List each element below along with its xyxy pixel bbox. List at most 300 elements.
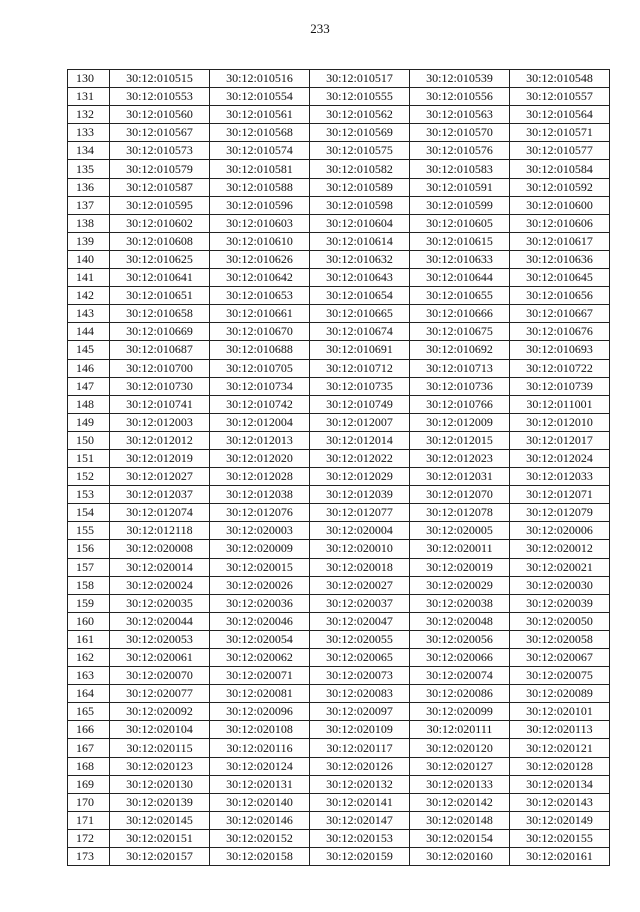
cadastral-number-cell: 30:12:012012 xyxy=(110,431,210,449)
cadastral-number-cell: 30:12:020006 xyxy=(510,522,610,540)
cadastral-number-cell: 30:12:020004 xyxy=(310,522,410,540)
row-number-cell: 137 xyxy=(68,196,110,214)
cadastral-number-cell: 30:12:010739 xyxy=(510,377,610,395)
table-row xyxy=(68,757,610,775)
table-row xyxy=(68,504,610,522)
cadastral-number-cell: 30:12:020140 xyxy=(210,793,310,811)
cadastral-number-cell: 30:12:010614 xyxy=(310,232,410,250)
row-number-cell: 142 xyxy=(68,287,110,305)
cadastral-number-cell: 30:12:010574 xyxy=(210,142,310,160)
row-number-cell: 132 xyxy=(68,106,110,124)
cadastral-number-cell: 30:12:020130 xyxy=(110,775,210,793)
cadastral-number-cell: 30:12:012074 xyxy=(110,504,210,522)
cadastral-number-cell: 30:12:010655 xyxy=(410,287,510,305)
cadastral-number-cell: 30:12:010595 xyxy=(110,196,210,214)
table-row xyxy=(68,811,610,829)
table-row xyxy=(68,269,610,287)
cadastral-number-cell: 30:12:020152 xyxy=(210,829,310,847)
cadastral-number-cell: 30:12:020053 xyxy=(110,630,210,648)
cadastral-number-cell: 30:12:020126 xyxy=(310,757,410,775)
cadastral-number-cell: 30:12:010516 xyxy=(210,70,310,88)
cadastral-number-cell: 30:12:020127 xyxy=(410,757,510,775)
cadastral-number-cell: 30:12:012019 xyxy=(110,449,210,467)
row-number-cell: 172 xyxy=(68,829,110,847)
table-row xyxy=(68,160,610,178)
cadastral-number-cell: 30:12:020159 xyxy=(310,848,410,866)
cadastral-number-cell: 30:12:010581 xyxy=(210,160,310,178)
cadastral-number-cell: 30:12:020081 xyxy=(210,685,310,703)
cadastral-number-cell: 30:12:020092 xyxy=(110,703,210,721)
cadastral-number-cell: 30:12:010587 xyxy=(110,178,210,196)
cadastral-number-cell: 30:12:020083 xyxy=(310,685,410,703)
cadastral-number-cell: 30:12:020145 xyxy=(110,811,210,829)
cadastral-number-cell: 30:12:020018 xyxy=(310,558,410,576)
cadastral-number-cell: 30:12:020035 xyxy=(110,594,210,612)
cadastral-number-cell: 30:12:010563 xyxy=(410,106,510,124)
cadastral-number-cell: 30:12:020055 xyxy=(310,630,410,648)
table-row xyxy=(68,612,610,630)
cadastral-number-cell: 30:12:010604 xyxy=(310,214,410,232)
table-row xyxy=(68,232,610,250)
cadastral-number-cell: 30:12:020111 xyxy=(410,721,510,739)
table-row xyxy=(68,106,610,124)
table-row xyxy=(68,649,610,667)
cadastral-number-cell: 30:12:020058 xyxy=(510,630,610,648)
cadastral-number-cell: 30:12:010632 xyxy=(310,250,410,268)
cadastral-number-cell: 30:12:020113 xyxy=(510,721,610,739)
cadastral-number-cell: 30:12:020070 xyxy=(110,667,210,685)
cadastral-number-cell: 30:12:010641 xyxy=(110,269,210,287)
cadastral-number-cell: 30:12:012003 xyxy=(110,413,210,431)
row-number-cell: 173 xyxy=(68,848,110,866)
cadastral-number-cell: 30:12:010567 xyxy=(110,124,210,142)
cadastral-number-cell: 30:12:010675 xyxy=(410,323,510,341)
cadastral-number-cell: 30:12:010573 xyxy=(110,142,210,160)
table-row xyxy=(68,721,610,739)
row-number-cell: 156 xyxy=(68,540,110,558)
cadastral-number-cell: 30:12:010666 xyxy=(410,305,510,323)
cadastral-number-cell: 30:12:010642 xyxy=(210,269,310,287)
row-number-cell: 146 xyxy=(68,359,110,377)
table-row xyxy=(68,703,610,721)
cadastral-number-cell: 30:12:020097 xyxy=(310,703,410,721)
row-number-cell: 143 xyxy=(68,305,110,323)
cadastral-number-cell: 30:12:020062 xyxy=(210,649,310,667)
row-number-cell: 163 xyxy=(68,667,110,685)
cadastral-number-cell: 30:12:010570 xyxy=(410,124,510,142)
cadastral-number-cell: 30:12:010692 xyxy=(410,341,510,359)
cadastral-number-cell: 30:12:012077 xyxy=(310,504,410,522)
cadastral-number-cell: 30:12:010749 xyxy=(310,395,410,413)
table-row xyxy=(68,775,610,793)
table-row xyxy=(68,685,610,703)
cadastral-number-cell: 30:12:012070 xyxy=(410,486,510,504)
row-number-cell: 141 xyxy=(68,269,110,287)
cadastral-number-cell: 30:12:010633 xyxy=(410,250,510,268)
cadastral-number-cell: 30:12:012015 xyxy=(410,431,510,449)
row-number-cell: 131 xyxy=(68,88,110,106)
table-row xyxy=(68,540,610,558)
cadastral-number-cell: 30:12:020157 xyxy=(110,848,210,866)
cadastral-number-cell: 30:12:010564 xyxy=(510,106,610,124)
cadastral-number-cell: 30:12:020044 xyxy=(110,612,210,630)
table-row xyxy=(68,178,610,196)
cadastral-number-cell: 30:12:020075 xyxy=(510,667,610,685)
cadastral-number-cell: 30:12:010670 xyxy=(210,323,310,341)
cadastral-number-cell: 30:12:010669 xyxy=(110,323,210,341)
cadastral-number-cell: 30:12:010584 xyxy=(510,160,610,178)
cadastral-number-cell: 30:12:020121 xyxy=(510,739,610,757)
table-row xyxy=(68,395,610,413)
cadastral-number-cell: 30:12:020027 xyxy=(310,576,410,594)
table-row xyxy=(68,576,610,594)
cadastral-number-cell: 30:12:020061 xyxy=(110,649,210,667)
row-number-cell: 136 xyxy=(68,178,110,196)
cadastral-number-cell: 30:12:020147 xyxy=(310,811,410,829)
table-row xyxy=(68,88,610,106)
table-row xyxy=(68,287,610,305)
table-row xyxy=(68,667,610,685)
cadastral-number-cell: 30:12:012033 xyxy=(510,468,610,486)
cadastral-number-cell: 30:12:010693 xyxy=(510,341,610,359)
cadastral-number-cell: 30:12:010730 xyxy=(110,377,210,395)
row-number-cell: 148 xyxy=(68,395,110,413)
row-number-cell: 154 xyxy=(68,504,110,522)
cadastral-number-cell: 30:12:020019 xyxy=(410,558,510,576)
row-number-cell: 160 xyxy=(68,612,110,630)
cadastral-number-cell: 30:12:020101 xyxy=(510,703,610,721)
table-row xyxy=(68,468,610,486)
cadastral-number-cell: 30:12:010605 xyxy=(410,214,510,232)
cadastral-number-cell: 30:12:010575 xyxy=(310,142,410,160)
row-number-cell: 140 xyxy=(68,250,110,268)
cadastral-number-cell: 30:12:010576 xyxy=(410,142,510,160)
cadastral-number-cell: 30:12:020029 xyxy=(410,576,510,594)
cadastral-number-cell: 30:12:020108 xyxy=(210,721,310,739)
cadastral-number-cell: 30:12:010615 xyxy=(410,232,510,250)
table-row xyxy=(68,250,610,268)
cadastral-number-cell: 30:12:010588 xyxy=(210,178,310,196)
cadastral-number-cell: 30:12:020149 xyxy=(510,811,610,829)
cadastral-number-cell: 30:12:020037 xyxy=(310,594,410,612)
cadastral-number-cell: 30:12:010700 xyxy=(110,359,210,377)
cadastral-number-cell: 30:12:020146 xyxy=(210,811,310,829)
cadastral-number-cell: 30:12:020038 xyxy=(410,594,510,612)
cadastral-number-cell: 30:12:010676 xyxy=(510,323,610,341)
cadastral-number-cell: 30:12:012038 xyxy=(210,486,310,504)
cadastral-number-cell: 30:12:020155 xyxy=(510,829,610,847)
cadastral-number-cell: 30:12:012020 xyxy=(210,449,310,467)
cadastral-number-cell: 30:12:010517 xyxy=(310,70,410,88)
cadastral-number-cell: 30:12:020148 xyxy=(410,811,510,829)
cadastral-number-cell: 30:12:020116 xyxy=(210,739,310,757)
cadastral-number-cell: 30:12:012007 xyxy=(310,413,410,431)
row-number-cell: 150 xyxy=(68,431,110,449)
cadastral-number-cell: 30:12:020036 xyxy=(210,594,310,612)
cadastral-number-cell: 30:12:010560 xyxy=(110,106,210,124)
cadastral-number-cell: 30:12:010603 xyxy=(210,214,310,232)
cadastral-number-cell: 30:12:010589 xyxy=(310,178,410,196)
cadastral-number-cell: 30:12:012118 xyxy=(110,522,210,540)
cadastral-number-cell: 30:12:020071 xyxy=(210,667,310,685)
cadastral-number-cell: 30:12:010705 xyxy=(210,359,310,377)
cadastral-number-cell: 30:12:010557 xyxy=(510,88,610,106)
cadastral-number-cell: 30:12:010562 xyxy=(310,106,410,124)
cadastral-number-cell: 30:12:020158 xyxy=(210,848,310,866)
cadastral-number-cell: 30:12:020153 xyxy=(310,829,410,847)
cadastral-number-cell: 30:12:010596 xyxy=(210,196,310,214)
cadastral-number-cell: 30:12:020015 xyxy=(210,558,310,576)
cadastral-number-cell: 30:12:012023 xyxy=(410,449,510,467)
cadastral-number-cell: 30:12:020054 xyxy=(210,630,310,648)
cadastral-number-cell: 30:12:020010 xyxy=(310,540,410,558)
cadastral-number-cell: 30:12:010658 xyxy=(110,305,210,323)
cadastral-number-cell: 30:12:020104 xyxy=(110,721,210,739)
cadastral-number-cell: 30:12:020005 xyxy=(410,522,510,540)
row-number-cell: 162 xyxy=(68,649,110,667)
cadastral-number-cell: 30:12:020086 xyxy=(410,685,510,703)
cadastral-number-cell: 30:12:012037 xyxy=(110,486,210,504)
cadastral-number-cell: 30:12:020117 xyxy=(310,739,410,757)
row-number-cell: 165 xyxy=(68,703,110,721)
table-row xyxy=(68,848,610,866)
cadastral-number-cell: 30:12:020128 xyxy=(510,757,610,775)
row-number-cell: 155 xyxy=(68,522,110,540)
cadastral-number-cell: 30:12:020026 xyxy=(210,576,310,594)
cadastral-number-cell: 30:12:010583 xyxy=(410,160,510,178)
cadastral-number-cell: 30:12:012009 xyxy=(410,413,510,431)
cadastral-number-cell: 30:12:010688 xyxy=(210,341,310,359)
row-number-cell: 135 xyxy=(68,160,110,178)
cadastral-number-cell: 30:12:020133 xyxy=(410,775,510,793)
cadastral-number-cell: 30:12:010741 xyxy=(110,395,210,413)
cadastral-number-cell: 30:12:012076 xyxy=(210,504,310,522)
cadastral-number-cell: 30:12:010577 xyxy=(510,142,610,160)
cadastral-number-cell: 30:12:010713 xyxy=(410,359,510,377)
cadastral-number-cell: 30:12:010636 xyxy=(510,250,610,268)
cadastral-number-cell: 30:12:020021 xyxy=(510,558,610,576)
cadastral-number-cell: 30:12:010653 xyxy=(210,287,310,305)
cadastral-number-cell: 30:12:010579 xyxy=(110,160,210,178)
cadastral-number-cell: 30:12:020009 xyxy=(210,540,310,558)
cadastral-number-cell: 30:12:020131 xyxy=(210,775,310,793)
cadastral-number-cell: 30:12:010600 xyxy=(510,196,610,214)
cadastral-number-cell: 30:12:012031 xyxy=(410,468,510,486)
cadastral-number-cell: 30:12:010712 xyxy=(310,359,410,377)
table-row xyxy=(68,793,610,811)
cadastral-number-cell: 30:12:020099 xyxy=(410,703,510,721)
cadastral-number-cell: 30:12:020024 xyxy=(110,576,210,594)
row-number-cell: 138 xyxy=(68,214,110,232)
cadastral-number-cell: 30:12:010539 xyxy=(410,70,510,88)
row-number-cell: 164 xyxy=(68,685,110,703)
cadastral-number-cell: 30:12:010568 xyxy=(210,124,310,142)
cadastral-number-cell: 30:12:010734 xyxy=(210,377,310,395)
table-row xyxy=(68,431,610,449)
cadastral-number-cell: 30:12:020012 xyxy=(510,540,610,558)
cadastral-number-cell: 30:12:010722 xyxy=(510,359,610,377)
cadastral-number-cell: 30:12:010515 xyxy=(110,70,210,88)
cadastral-number-cell: 30:12:010592 xyxy=(510,178,610,196)
row-number-cell: 158 xyxy=(68,576,110,594)
cadastral-number-cell: 30:12:010736 xyxy=(410,377,510,395)
cadastral-number-cell: 30:12:010569 xyxy=(310,124,410,142)
cadastral-number-cell: 30:12:012022 xyxy=(310,449,410,467)
cadastral-number-cell: 30:12:010598 xyxy=(310,196,410,214)
cadastral-number-cell: 30:12:020056 xyxy=(410,630,510,648)
page-number: 233 xyxy=(310,21,330,36)
cadastral-number-cell: 30:12:020014 xyxy=(110,558,210,576)
cadastral-number-cell: 30:12:010644 xyxy=(410,269,510,287)
table-row xyxy=(68,449,610,467)
cadastral-number-cell: 30:12:010656 xyxy=(510,287,610,305)
cadastral-number-cell: 30:12:020039 xyxy=(510,594,610,612)
cadastral-number-cell: 30:12:012029 xyxy=(310,468,410,486)
cadastral-number-cell: 30:12:010554 xyxy=(210,88,310,106)
row-number-cell: 139 xyxy=(68,232,110,250)
cadastral-number-cell: 30:12:020065 xyxy=(310,649,410,667)
cadastral-number-cell: 30:12:010661 xyxy=(210,305,310,323)
table-row xyxy=(68,214,610,232)
row-number-cell: 144 xyxy=(68,323,110,341)
row-number-cell: 153 xyxy=(68,486,110,504)
cadastral-number-cell: 30:12:020008 xyxy=(110,540,210,558)
row-number-cell: 130 xyxy=(68,70,110,88)
cadastral-number-cell: 30:12:010687 xyxy=(110,341,210,359)
cadastral-number-cell: 30:12:012028 xyxy=(210,468,310,486)
cadastral-number-cell: 30:12:020096 xyxy=(210,703,310,721)
cadastral-number-cell: 30:12:020115 xyxy=(110,739,210,757)
cadastral-number-cell: 30:12:012071 xyxy=(510,486,610,504)
table-row xyxy=(68,142,610,160)
row-number-cell: 147 xyxy=(68,377,110,395)
row-number-cell: 169 xyxy=(68,775,110,793)
cadastral-number-cell: 30:12:010591 xyxy=(410,178,510,196)
cadastral-number-cell: 30:12:020050 xyxy=(510,612,610,630)
row-number-cell: 133 xyxy=(68,124,110,142)
table-row xyxy=(68,522,610,540)
row-number-cell: 134 xyxy=(68,142,110,160)
cadastral-number-cell: 30:12:010674 xyxy=(310,323,410,341)
cadastral-number-cell: 30:12:010625 xyxy=(110,250,210,268)
table-row xyxy=(68,630,610,648)
cadastral-number-cell: 30:12:012010 xyxy=(510,413,610,431)
cadastral-number-cell: 30:12:010667 xyxy=(510,305,610,323)
row-number-cell: 151 xyxy=(68,449,110,467)
table-row xyxy=(68,413,610,431)
cadastral-number-cell: 30:12:010626 xyxy=(210,250,310,268)
cadastral-number-cell: 30:12:012024 xyxy=(510,449,610,467)
row-number-cell: 159 xyxy=(68,594,110,612)
cadastral-number-cell: 30:12:010555 xyxy=(310,88,410,106)
table-row xyxy=(68,377,610,395)
cadastral-number-cell: 30:12:020160 xyxy=(410,848,510,866)
table-row xyxy=(68,70,610,88)
table-row xyxy=(68,124,610,142)
row-number-cell: 152 xyxy=(68,468,110,486)
cadastral-number-cell: 30:12:020073 xyxy=(310,667,410,685)
cadastral-number-cell: 30:12:020047 xyxy=(310,612,410,630)
cadastral-number-cell: 30:12:020089 xyxy=(510,685,610,703)
cadastral-number-cell: 30:12:020132 xyxy=(310,775,410,793)
row-number-cell: 170 xyxy=(68,793,110,811)
cadastral-number-cell: 30:12:020143 xyxy=(510,793,610,811)
cadastral-number-cell: 30:12:020124 xyxy=(210,757,310,775)
cadastral-number-cell: 30:12:010606 xyxy=(510,214,610,232)
cadastral-number-cell: 30:12:010651 xyxy=(110,287,210,305)
cadastral-number-cell: 30:12:010599 xyxy=(410,196,510,214)
cadastral-number-cell: 30:12:012004 xyxy=(210,413,310,431)
cadastral-number-cell: 30:12:012027 xyxy=(110,468,210,486)
cadastral-number-cell: 30:12:010645 xyxy=(510,269,610,287)
table-row xyxy=(68,359,610,377)
table-row xyxy=(68,341,610,359)
cadastral-number-cell: 30:12:010561 xyxy=(210,106,310,124)
cadastral-number-cell: 30:12:010608 xyxy=(110,232,210,250)
cadastral-number-cell: 30:12:020046 xyxy=(210,612,310,630)
row-number-cell: 171 xyxy=(68,811,110,829)
cadastral-number-cell: 30:12:020048 xyxy=(410,612,510,630)
table-row xyxy=(68,558,610,576)
cadastral-number-cell: 30:12:010665 xyxy=(310,305,410,323)
row-number-cell: 166 xyxy=(68,721,110,739)
cadastral-number-cell: 30:12:012039 xyxy=(310,486,410,504)
table-row xyxy=(68,196,610,214)
cadastral-number-cell: 30:12:010610 xyxy=(210,232,310,250)
row-number-cell: 167 xyxy=(68,739,110,757)
cadastral-number-cell: 30:12:020109 xyxy=(310,721,410,739)
cadastral-number-cell: 30:12:012079 xyxy=(510,504,610,522)
cadastral-number-cell: 30:12:020141 xyxy=(310,793,410,811)
table-row xyxy=(68,486,610,504)
cadastral-number-cell: 30:12:020074 xyxy=(410,667,510,685)
cadastral-number-cell: 30:12:020134 xyxy=(510,775,610,793)
table-row xyxy=(68,739,610,757)
cadastral-number-cell: 30:12:012078 xyxy=(410,504,510,522)
cadastral-number-cell: 30:12:010582 xyxy=(310,160,410,178)
cadastral-number-cell: 30:12:010602 xyxy=(110,214,210,232)
cadastral-number-cell: 30:12:010742 xyxy=(210,395,310,413)
row-number-cell: 145 xyxy=(68,341,110,359)
cadastral-number-cell: 30:12:020161 xyxy=(510,848,610,866)
cadastral-number-cell: 30:12:020151 xyxy=(110,829,210,847)
cadastral-table xyxy=(67,69,610,866)
cadastral-number-cell: 30:12:020067 xyxy=(510,649,610,667)
cadastral-number-cell: 30:12:020003 xyxy=(210,522,310,540)
cadastral-number-cell: 30:12:010766 xyxy=(410,395,510,413)
table-row xyxy=(68,594,610,612)
row-number-cell: 149 xyxy=(68,413,110,431)
cadastral-number-cell: 30:12:010654 xyxy=(310,287,410,305)
cadastral-number-cell: 30:12:010617 xyxy=(510,232,610,250)
cadastral-number-cell: 30:12:020077 xyxy=(110,685,210,703)
cadastral-number-cell: 30:12:011001 xyxy=(510,395,610,413)
cadastral-number-cell: 30:12:020142 xyxy=(410,793,510,811)
cadastral-number-cell: 30:12:020030 xyxy=(510,576,610,594)
cadastral-number-cell: 30:12:020011 xyxy=(410,540,510,558)
cadastral-number-cell: 30:12:012014 xyxy=(310,431,410,449)
cadastral-number-cell: 30:12:010691 xyxy=(310,341,410,359)
cadastral-number-cell: 30:12:012013 xyxy=(210,431,310,449)
cadastral-number-cell: 30:12:012017 xyxy=(510,431,610,449)
table-row xyxy=(68,829,610,847)
cadastral-number-cell: 30:12:010735 xyxy=(310,377,410,395)
cadastral-number-cell: 30:12:020066 xyxy=(410,649,510,667)
cadastral-number-cell: 30:12:020154 xyxy=(410,829,510,847)
cadastral-number-cell: 30:12:010643 xyxy=(310,269,410,287)
row-number-cell: 157 xyxy=(68,558,110,576)
cadastral-number-cell: 30:12:010548 xyxy=(510,70,610,88)
